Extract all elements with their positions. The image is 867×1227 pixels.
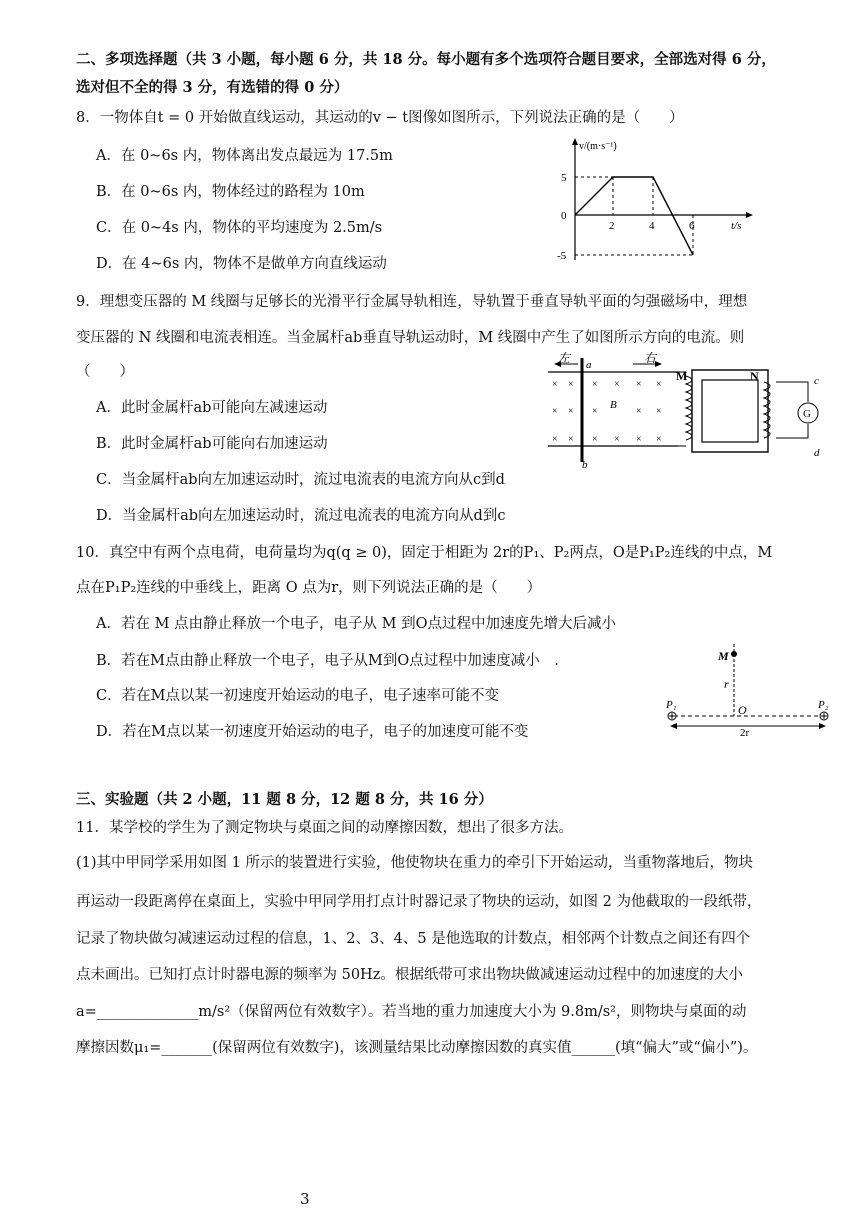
q9-stem-3: （ ） — [76, 364, 134, 380]
page-number: 3 — [300, 1190, 310, 1208]
svg-text:×: × — [656, 379, 662, 390]
q11-stem: 11．某学校的学生为了测定物块与桌面之间的动摩擦因数，想出了很多方法。 — [76, 820, 573, 836]
q9-left-label: 左 — [558, 351, 571, 365]
q9-stem-1: 9．理想变压器的 M 线圈与足够长的光滑平行金属导轨相连，导轨置于垂直导轨平面的匀强磁场中，理想 — [76, 294, 748, 310]
q10-stem-2: 点在P₁P₂连线的中垂线上，距离 O 点为r，则下列说法正确的是（ ） — [76, 580, 542, 596]
svg-text:×: × — [568, 406, 574, 417]
q9-field-b: B — [610, 399, 617, 411]
svg-text:×: × — [636, 406, 642, 417]
q8-graph-tick-6: 6 — [689, 220, 695, 232]
q8-graph-tick-5: 5 — [561, 172, 567, 184]
q8-graph-xlabel: t/s — [731, 220, 742, 232]
q8-graph-ylabel: v/(m·s⁻¹) — [579, 141, 617, 152]
svg-text:×: × — [552, 406, 558, 417]
section-2-heading: 二、多项选择题（共 3 小题，每小题 6 分，共 18 分。每小题有多个选项符合题目要求，全部选对得 6 分， — [76, 51, 776, 68]
q9-stem-2: 变压器的 N 线圈和电流表相连。当金属杆ab垂直导轨运动时，M 线圈中产生了如图所示方向的电流。则 — [76, 330, 745, 346]
q9-galvanometer: G — [803, 408, 811, 420]
svg-text:×: × — [614, 434, 620, 445]
q8-graph-tick-0: 0 — [561, 210, 567, 222]
q10-point-m: M — [718, 649, 729, 663]
q10-charges-diagram — [660, 638, 840, 738]
q8-option-b: B．在 0~6s 内，物体经过的路程为 10m — [96, 184, 365, 200]
q8-graph-tick-m5: -5 — [557, 250, 567, 262]
q8-option-c: C．在 0~4s 内，物体的平均速度为 2.5m/s — [96, 220, 383, 236]
q10-point-o: O — [738, 703, 747, 717]
q9-terminal-c: c — [814, 375, 819, 387]
svg-text:×: × — [656, 434, 662, 445]
q8-graph-tick-2: 2 — [609, 220, 615, 232]
q9-transformer-diagram — [548, 350, 833, 470]
q9-coil-n: N — [750, 369, 759, 383]
q10-option-c: C．若在M点以某一初速度开始运动的电子，电子速率可能不变 — [96, 688, 499, 704]
q11-para-4: 点未画出。已知打点计时器电源的频率为 50Hz。根据纸带可求出物块做减速运动过程中的加速度的大小 — [76, 967, 743, 983]
q9-right-label: 右 — [644, 351, 657, 365]
q10-stem-1: 10．真空中有两个点电荷，电荷量均为q(q ≥ 0)，固定于相距为 2r的P₁、P₂两点，O是P₁P₂连线的中点，M — [76, 545, 773, 561]
q9-option-b: B．此时金属杆ab可能向右加速运动 — [96, 436, 328, 452]
q11-para-6: 摩擦因数μ₁=_______(保留两位有效数字)，该测量结果比动摩擦因数的真实值______(填“偏大”或“偏小”)。 — [76, 1040, 758, 1056]
q8-option-d: D．在 4~6s 内，物体不是做单方向直线运动 — [96, 256, 387, 272]
q10-label-r: r — [724, 677, 729, 691]
q11-para-5: a=______________m/s²（保留两位有效数字）。若当地的重力加速度大小为 9.8m/s²，则物块与桌面的动 — [76, 1004, 747, 1020]
q9-coil-m: M — [676, 369, 688, 383]
svg-text:×: × — [636, 434, 642, 445]
q11-para-3: 记录了物块做匀减速运动过程的信息，1、2、3、4、5 是他选取的计数点，相邻两个计数点之间还有四个 — [76, 931, 751, 947]
q10-option-d: D．若在M点以某一初速度开始运动的电子，电子的加速度可能不变 — [96, 724, 529, 740]
svg-text:×: × — [592, 434, 598, 445]
q9-option-c: C．当金属杆ab向左加速运动时，流过电流表的电流方向从c到d — [96, 472, 505, 488]
svg-text:×: × — [614, 379, 620, 390]
q8-graph-tick-4: 4 — [649, 220, 655, 232]
section-3-heading: 三、实验题（共 2 小题，11 题 8 分，12 题 8 分，共 16 分） — [76, 791, 493, 808]
svg-text:×: × — [552, 379, 558, 390]
q8-stem: 8．一物体自t = 0 开始做直线运动，其运动的v − t图像如图所示，下列说法正确的是（ ） — [76, 110, 684, 126]
svg-text:×: × — [592, 406, 598, 417]
q10-option-a: A．若在 M 点由静止释放一个电子，电子从 M 到O点过程中加速度先增大后减小 — [96, 616, 616, 632]
svg-text:×: × — [568, 434, 574, 445]
q10-point-p1: P₁ — [666, 699, 677, 711]
q11-para-2: 再运动一段距离停在桌面上，实验中甲同学用打点计时器记录了物块的运动，如图 2 为他截取的一段纸带， — [76, 894, 762, 910]
svg-text:×: × — [552, 434, 558, 445]
svg-text:×: × — [636, 379, 642, 390]
q9-rod-a: a — [586, 359, 592, 371]
q10-option-b: B．若在M点由静止释放一个电子，电子从M到O点过程中加速度减小 . — [96, 653, 559, 669]
q8-option-a: A．在 0~6s 内，物体离出发点最远为 17.5m — [96, 148, 393, 164]
q9-option-a: A．此时金属杆ab可能向左减速运动 — [96, 400, 328, 416]
q11-para-1: (1)其中甲同学采用如图 1 所示的装置进行实验，他使物块在重力的牵引下开始运动，当重物落地后，物块 — [76, 855, 753, 871]
svg-text:×: × — [568, 379, 574, 390]
svg-text:×: × — [656, 406, 662, 417]
section-2-heading-cont: 选对但不全的得 3 分，有选错的得 0 分） — [76, 79, 349, 96]
q10-point-p2: P₂ — [818, 699, 829, 711]
q9-option-d: D．当金属杆ab向左加速运动时，流过电流表的电流方向从d到c — [96, 508, 506, 524]
q10-label-2r: 2r — [740, 727, 750, 738]
q8-vt-graph — [555, 135, 755, 270]
q9-rod-b: b — [582, 459, 588, 470]
svg-text:×: × — [592, 379, 598, 390]
q9-terminal-d: d — [814, 447, 820, 459]
